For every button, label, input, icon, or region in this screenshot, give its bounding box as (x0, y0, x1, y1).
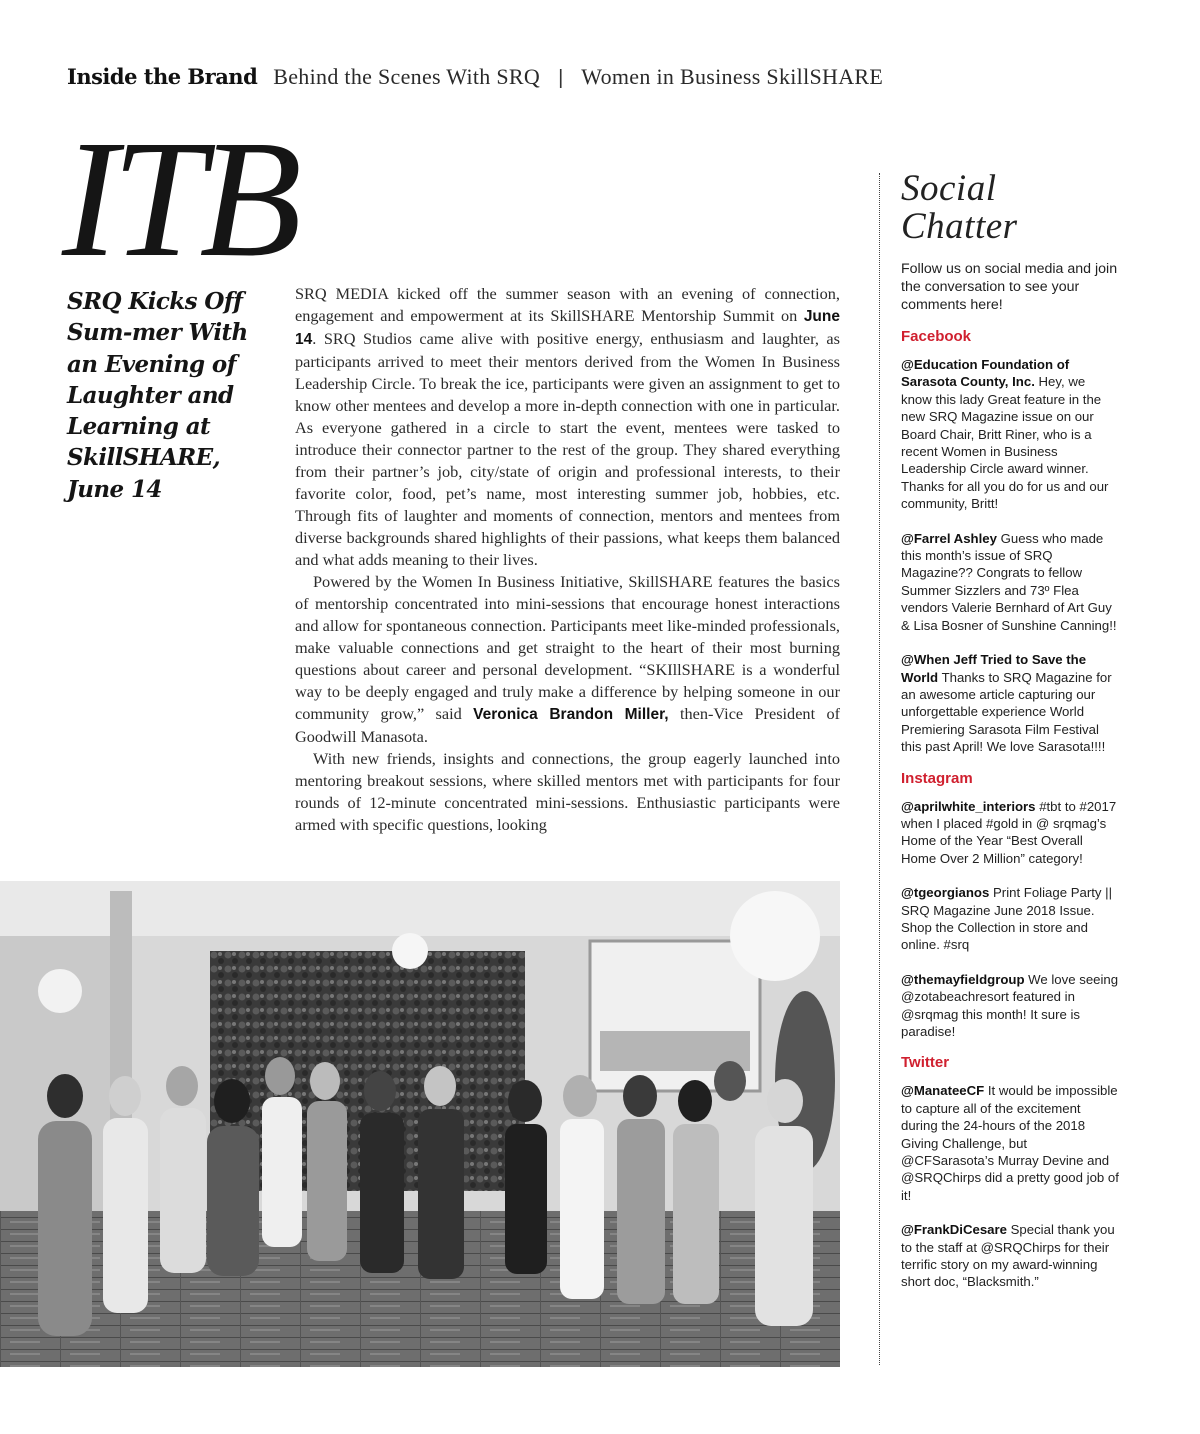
header-separator: | (558, 67, 564, 89)
social-post (901, 1221, 1119, 1291)
quoted-person: Veronica Brandon Miller, (473, 706, 669, 723)
post-text: Thanks to SRQ Magazine for an awesome article capturing our unforgettable experience World Premiering Sarasota Film Festival this past April! We love Sarasota!!!! (901, 669, 1112, 755)
section-name: Inside the Brand (67, 64, 258, 89)
post-handle: @When Jeff Tried to Save the World (901, 652, 1087, 685)
paragraph-text: SRQ MEDIA kicked off the summer season with an evening of connection, engagement and empowerment at its SkillSHARE Mentorship Summit on (295, 284, 840, 325)
paragraph-text: then-Vice President of Goodwill Manasota. (295, 704, 840, 746)
post-text: It would be impossible to capture all of the excitement during the 24-hours of the 2018 Giving Challenge, but @CFSarasota’s Murray Devine and @SRQChirps did a pretty good job of it! (901, 1083, 1119, 1203)
group-photo-illustration (0, 881, 840, 1367)
sidebar-title-line: Chatter (901, 206, 1018, 247)
facebook-heading: Facebook (901, 328, 972, 345)
post-handle: @Farrel Ashley (901, 530, 997, 546)
post-text: Print Foliage Party || SRQ Magazine June 2018 Issue. Shop the Collection in store and online. #srq (901, 885, 1112, 953)
sidebar-intro: Follow us on social media and join the conversation to see your comments here! (901, 261, 1118, 313)
post-text: Special thank you to the staff at @SRQChirps for their terrific story on my award-winning short doc, “Blacksmith.” (901, 1222, 1115, 1290)
post-text: Hey, we know this lady Great feature in the new SRQ Magazine issue on our Board Chair, Britt Riner, who is a recent Women in Business Leadership Circle award winner. Thanks for all you do for us and our community, Britt! (901, 374, 1109, 512)
post-handle: @themayfieldgroup (901, 971, 1025, 987)
sidebar-divider (879, 173, 880, 1365)
event-date: June 14 (295, 308, 840, 348)
header-topic: Women in Business SkillSHARE (581, 64, 884, 89)
page-header (67, 62, 883, 95)
social-post (901, 651, 1119, 755)
social-post (901, 1082, 1119, 1204)
post-handle: @ManateeCF (901, 1083, 985, 1099)
sidebar-title-line: Social (901, 168, 997, 209)
social-post (901, 530, 1119, 634)
paragraph-text: Powered by the Women In Business Initiative, SkillSHARE features the basics of mentorship concentrated into mini-sessions that encourage honest interactions and allow for spontaneous connection. Participants meet like-minded professionals, make valuable connections and get straight to the heart of their most burning questions about career and personal development. “SKIllSHARE is a wonderful way to be deeply engaged and truly make a difference by helping someone in our community grow,” said (295, 572, 840, 723)
social-post (901, 356, 1119, 513)
post-text: #tbt to #2017 when I placed #gold in @ srqmag’s Home of the Year “Best Overall Home Over 2 Million” category! (901, 798, 1117, 866)
header-subtitle: Behind the Scenes With SRQ (273, 64, 541, 89)
itb-logo: ITB (62, 106, 296, 292)
sidebar-title (901, 170, 1119, 246)
article-body (295, 283, 840, 853)
group-photo (0, 881, 840, 1367)
social-post (901, 971, 1119, 1041)
post-handle: @tgeorgianos (901, 885, 990, 901)
post-handle: @aprilwhite_interiors (901, 798, 1036, 814)
instagram-heading: Instagram (901, 769, 973, 787)
article-paragraph-3: With new friends, insights and connections, the group eagerly launched into mentoring breakout sessions, where skilled mentors met with participants for four rounds of 12-minute concentrated mini-sessions. Enthusiastic participants were armed with specific questions, looking (295, 749, 840, 834)
twitter-heading: Twitter (901, 1054, 950, 1072)
social-post (901, 884, 1119, 954)
article-headline: SRQ Kicks Off Sum-mer With an Evening of Laughter and Learning at SkillSHARE, June 14 (67, 288, 248, 503)
social-chatter-sidebar (901, 170, 1119, 1308)
post-handle: @FrankDiCesare (901, 1222, 1007, 1238)
paragraph-text: . SRQ Studios came alive with positive energy, enthusiasm and laughter, as participants arrived to meet their mentors derived from the Women In Business Leadership Circle. To break the ice, participants were given an assignment to get to know other mentees and develop a more in-depth connection with one in particular. As everyone gathered in a circle to start the event, mentees were tasked to introduce their connector partner to the rest of the group. They shared everything from their partner’s job, city/state of origin and professional interests, to their favorite color, food, pet’s name, most interesting summer job, hobbies, etc. Through fits of laughter and moments of connection, mentors and mentees from diverse backgrounds shared highlights of their passions, what keeps them balanced and what adds meaning to their lives. (295, 329, 840, 569)
article-paragraph-2 (295, 571, 840, 748)
article-paragraph-1 (295, 283, 840, 571)
post-text: Guess who made this month’s issue of SRQ Magazine?? Congrats to fellow Summer Sizzlers and 73º Flea vendors Valerie Bernhard of Art Guy & Lisa Bosner of Sunshine Canning!! (901, 530, 1117, 633)
post-handle: @Education Foundation of Sarasota County, Inc. (901, 357, 1070, 390)
post-text: We love seeing @zotabeachresort featured in @srqmag this month! It sure is paradise! (901, 971, 1119, 1039)
social-post (901, 798, 1119, 868)
